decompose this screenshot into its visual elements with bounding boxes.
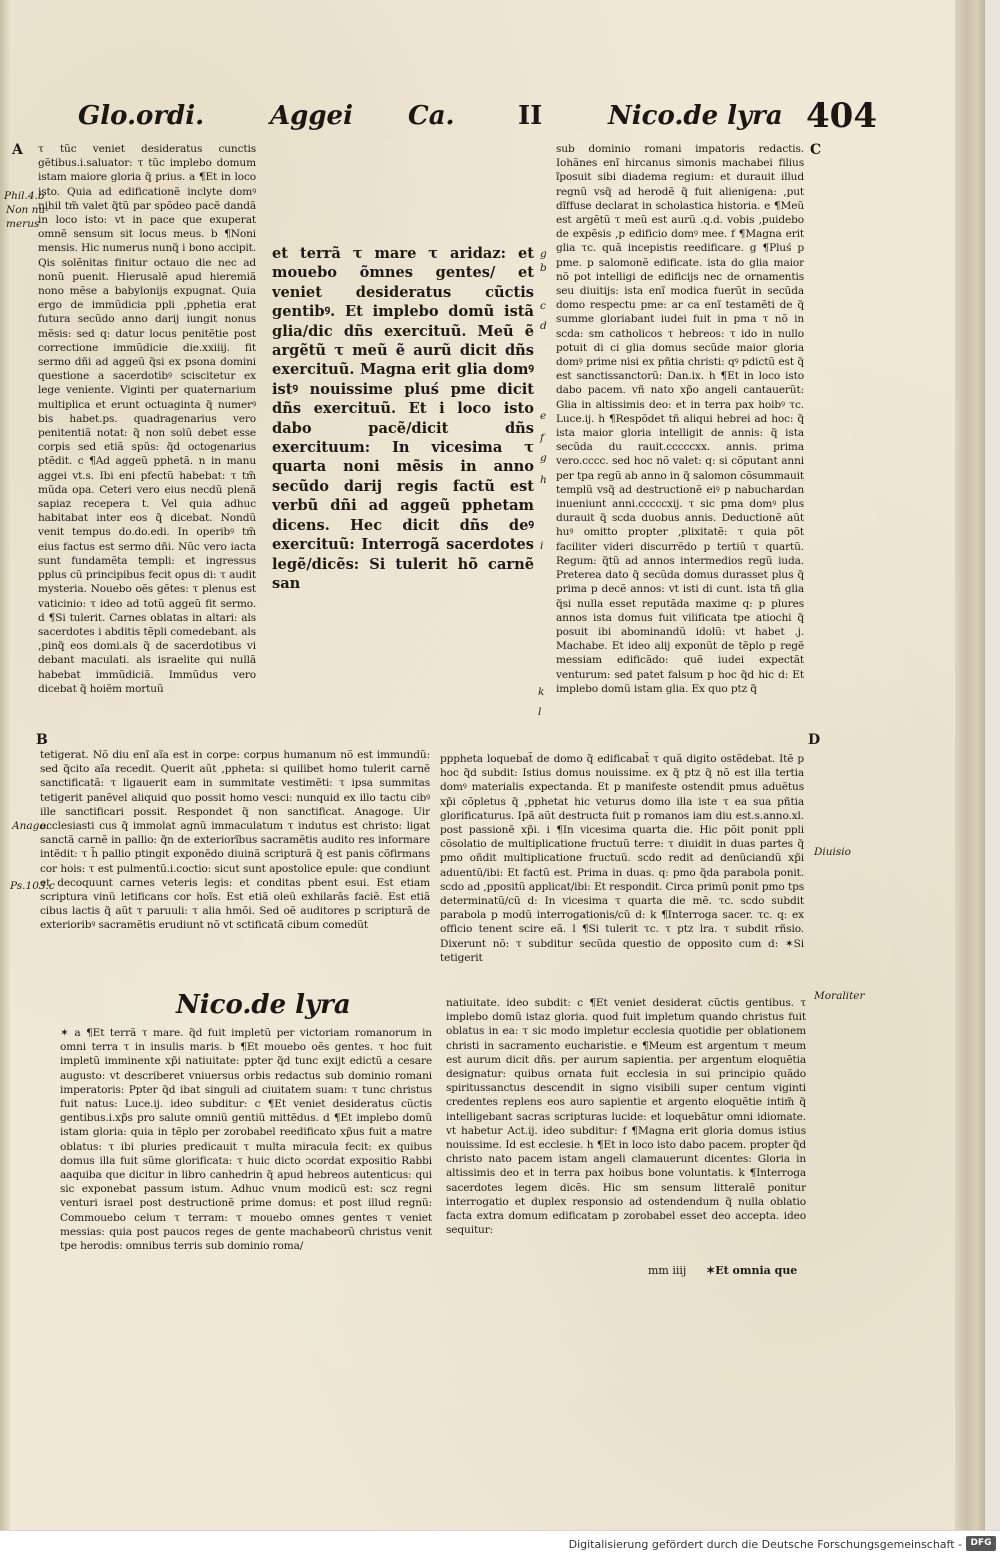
header-chapter-number: II [518,101,543,131]
header-lyra: Nico.de lyra [608,101,783,131]
margin-note-moraliter: Moraliter [814,990,865,1002]
lyra-column-right-middle [440,752,804,992]
lyra-column-right-bottom [446,996,806,1252]
glossa-column-left [38,142,256,748]
gloss-letter: f [540,432,544,444]
header-chapter-label: Ca. [408,101,455,131]
footer-credit: Digitalisierung gefördert durch die Deutsche Forschungsgemeinschaft - [568,1538,962,1551]
margin-letter-b: B [36,732,48,748]
lyra-column-right-top [556,142,804,748]
lyra-column-left-bottom [60,1026,432,1276]
gloss-letter: l [538,706,542,718]
margin-letter-c: C [810,142,822,158]
gloss-letter: e [540,410,547,422]
dfg-logo: DFG [966,1536,996,1551]
header-book: Aggei [270,101,353,131]
footer-bar [0,1530,1000,1558]
gloss-letter: k [538,686,545,698]
gloss-letter: c [540,300,546,312]
margin-ref-phil: Phil.4.b [4,190,45,202]
margin-note-merus: merus [6,218,40,230]
margin-note-anagoge: Anago. [12,820,49,832]
lyra-commentary-left: ✶ a ¶Et terrã τ mare. q̃d fuit impletũ per victoriam romanorum in omni terra τ in insulis maris. b ¶Et mouebo oẽs gentes. τ hoc fuit impletũ imminente xp̃i natiuitate: ppter q̃d tunc exijt edictũ a cesare augusto: vt describeret vniuersus orbis redactus sub dominio romani imperatoris: Ppter q̃d ibat singuli ad ciuitatem suam: τ tunc christus fuit natus: Luce.ij. ideo subditur: c ¶Et veniet desideratus cũctis gentibus.i.xp̃s pro salute omniũ gentiũ mittẽdus. d ¶Et implebo domũ istam gloria: quia in tẽplo per zorobabel reedificato xp̃us fuit a matre oblatus: τ ibi pluries predicauit τ multa miracula fecit: ex quibus domus illa fuit sũme glorificata: τ huic dicto ɔcordat expositio Rabbi aaquiba que dicitur in libro canhedrin q̃ apud hebreos autenticus: qui sic exponebat passum istum. Adhuc vnum modicũ est: scz regni venturi israel post destructionẽ prime domus: et post illud regnũ: Commouebo celum τ terram: τ mouebo omnes gentes τ veniet messias: quia post paucos reges de gente machabeorũ christus venit tpe herodis: omnibus terris sub dominio roma/ [60,1027,432,1253]
scripture-text [272,244,534,730]
margin-letter-a: A [12,142,23,158]
lyra-text: sub dominio romani impatoris redactis. Iohãnes enĩ hircanus simonis machabei filius ĩposuit sibi diadema regium: et durauit illud regnũ vsq̃ ad herodẽ q̃ fuit alienigena: ,put dĩffuse declarat in scholastica historia. e ¶Meũ est argẽtũ τ meũ est aurũ .q.d. vobis ,puidebo de expẽsis ,p edificio domꝰ mee. f ¶Magna erit glia τc. quã incepistis reedificare. g ¶Pluś p pme. p salomonẽ edificate. ista do glia maior nõ pot intelligi de edificijs nec de ornamentis seu diuitijs: ista enĩ modica fuerũt in secũda domo respectu pme: ar ca enĩ testamẽti de q̃ summe gloriabant iudei fuit in pma τ nõ in scda: sm catholicos τ hebreos: τ ido in nullo potuit di ci glia domus secũde maior gloria domꝰ prime nisi ex pñtia christi: qꝰ pdictũ est q̃ est sanctissanctorũ: Dan.ix. h ¶Et in loco isto dabo pacem. vñ nato xp̃o angeli cantauerũt: Glia in altissimis deo: et in terra pax hoibꝰ τc. Luce.ij. h ¶Respõdet tñ aliqui hebrei ad hoc: q̃ ista maior gloria intelligit de annis: q̃ ista secũda du rauit.cccccxx. annis. prima vero.cccc. sed hoc nõ valet: q: si cõputant anni per tpa regũ ab anno in q̃ salomon cõsummauit templũ vsq̃ ad destructionẽ eiꝰ p nabuchardan inueniunt anni.cccccxij. τ sic pma domꝰ plus durauit q̃ scda duobus annis. Deductionẽ aũt huꝰ omitto propter ,plixitatẽ: τ quia põt faciliter videri discurrẽdo p tertiũ τ quartũ. Regum: q̃tũ ad annos intermedios regũ iuda. Preterea dato q̃ secũda domus durasset plus q̃ prima p decẽ annos: vt isti di cunt. ista tñ glia q̃si nulla esset reputãda maxime q: p plures annos ista domus fuit vilificata tpe atiochi q̃ posuit ibi abominandũ idolũ: vt habet .j. Machabe. Et ideo alij exponũt de tẽplo p regẽ messiam edificãdo: quẽ iudei expectãt venturum: sed patet falsum p hoc q̃d hic d: Et implebo domũ istam glia. Ex quo ptz q̃ [556,143,804,695]
running-header [78,96,878,140]
folio-number: 404 [806,96,877,136]
lyra-text-continued: pppheta loquebat̃ de domo q̃ edificabat̃ τ quã digito ostẽdebat. Itẽ p hoc q̃d subdit: Istius domus nouissime. ex q̃ ptz q̃ nõ est illa tertia domꝰ materialis expectanda. Et p manifeste ostendit pmus aduẽtus xp̃i cõpletus q̃ ,pphetat hic veturus domo illa iste τ ea sua pñtia glorificaturus. Ipã aũt destructa fuit p romanos iam diu est.s.anno.xl. post passionẽ xp̃i. i ¶In vicesima quarta die. Hic põit ponit ppli cõsolatio de multiplicatione fructuũ terre: τ diuidit in duas partes q̃ pmo oñdit multiplicatione fructuũ. scdo redit ad denũciandũ xp̃i aduentũ/ibi: Et factũ est. Prima in duas. q: pmo q̃da parabola ponit. scdo ad ,ppositũ applicat/ibi: Et respondit. Circa primũ ponit pmo tps determinatũ/cũ d: In vicesima τ quarta die mẽ. τc. scdo subdit parabola p modũ interrogationis/cũ d: k ¶Interroga sacer. τc. q: ex officio tenent scire eã. l ¶Si tulerit τc. τ ptz lra. τ subdit rñsio. Dixerunt nõ: τ subditur secũda questio de opposito cum d: ✶Si tetigerit [440,753,804,964]
glossa-column-wide [40,748,430,998]
gloss-letter: g [540,452,547,464]
catchword: ✶Et omnia que [706,1264,798,1277]
margin-letter-d: D [808,732,821,748]
scripture-haggai: et terrã τ mare τ aridaz: et mouebo õmnes gentes/ et veniet desideratus cũctis gentibꝰ. Et implebo domũ istã glia/dic dñs exercituũ. Meũ ẽ argẽtũ τ meũ ẽ aurũ dicit dñs exercituũ. Magna erit glia domꝰ istꝰ nouissime pluś pme dicit dñs exercituũ. Et i loco isto dabo pacẽ/dicit dñs exercituum: In vicesima τ quarta noni mẽsis in anno secũdo darij regis factũ est verbũ dñi ad aggeũ pphetam dicens. Hec dicit dñs deꝰ exercituũ: Interrogã sacerdotes legẽ/dicẽs: Si tulerit hõ carnẽ san [272,245,534,592]
margin-ref-psalm: Ps.103.c [10,880,55,892]
header-glossa: Glo.ordi. [78,101,205,131]
margin-note-non-nu: Non nu- [6,204,49,216]
glossa-text-continued: tetigerat. Nõ diu enĩ aĩa est in corpe: corpus humanum nõ est immundũ: sed q̃cito aĩa recedit. Querit aũt ,ppheta: si quilibet homo tulerit carnẽ sanctificatã: τ ligauerit eam in summitate vestimẽti: τ ipsa summitas tetigerit panẽvel aliquid quo possit homo vesci: nunquid ex illo tactu cibꝰ ille sanctificari possit. Respondet q̃ non sanctificat. Anagoge. Uir ecclesiasti cus q̃ immolat agnũ immaculatum τ indutus est christo: ligat sanctã carnẽ in pallio: q̃n de exteriorĩbus sacramẽtis audito res informare intẽdit: τ h̃ pallio ptingit exponẽdo diuinã scripturã q̃ est panis cõfirmans cor hois: τ est pulmentũ.i.coctio: sicut sunt apostolice epule: que condiunt et decoquunt carnes veteris legis: et conditas pbent esui. Est etiam scriptura vinũ letificans cor hoĩs. Est etiã oleũ exhilarãs faciẽ. Est etiã cibus lactis q̃ aũt τ paruuli: τ alia hmõi. Sed oẽ auditores p scripturã de exterioribꝰ sacramẽtis erudiunt nõ vt sctificatã cibum comedũt [40,749,430,932]
gloss-letter: g [540,248,547,260]
lyra-section-title: Nico.de lyra [176,990,351,1020]
signature-mark: mm iiij [648,1264,687,1277]
glossa-text: τ tũc veniet desideratus cunctis gẽtibus.i.saluator: τ tũc implebo domum istam maiore gloria q̃ prius. a ¶Et in loco isto. Quia ad edificationẽ inclyte domꝰ nihil tm̃ valet q̃tũ par spõdeo pacẽ dandã in loco isto: vt in pace que exuperat omnẽ sensum sit locus meus. b ¶Noni mensis. Hic numerus nunq̃ i bono accipit. Qis solẽnitas finitur octauo die nec ad nonũ puenit. Hierusalẽ apud hieremiã nono mẽse a babylonijs expugnat. Quia ergo de immũdicia ppli ,pphetia erat futura secũdo anno darij iungit nonus mẽsis: sed q: datur locus penitẽtie post correctione immũdicie die.xxiiij. fit sermo dñi ad aggeũ q̃si ex psona domini questione a sacerdotibꝰ sciscitetur ex lege veniente. Viginti per quaternarium multiplica et erunt octuaginta q̃ numerꝰ bis habet.ps. quadragenarius vero penitentiã notat: q̃ non solũ debet esse corpis sed etiã spũs: q̃d octogenarius ptẽdit. c ¶Ad aggeũ pphetã. n in manu aggei vt.s. Ibi eni pfectũ habebat: τ tm̃ mũda opa. Ceteri vero eius necdũ plenã sapiaz recepera t. Vel quia adhuc habitabat inter eos q̃ dicebat. Nondũ venit tempus do.do.edi. In operibꝰ tm̃ eius factus est sermo dñi. Nũc vero iacta sunt fundamẽta templi: et ingressus pplus cũ principibus fecit opus di: τ audit mysteria. Nouebo oẽs gẽtes: τ plenus est vaticinio: τ ideo ad totũ aggeũ fit sermo. d ¶Si tulerit. Carnes oblatas in altari: als sacerdotes i abditis tẽpli comedebant. als ,pinq̃ eos domi.als q̃ de sacerdotibus vi debant maculati. als israelite qui nullã habebat immũdiciã. Immũdus vero dicebat q̃ hoiẽm mortuũ [38,143,256,695]
page-fore-edge [955,0,985,1530]
gloss-letter: h [540,474,547,486]
gloss-letter: b [540,262,547,274]
margin-note-divisio: Diuisio [814,846,851,858]
gloss-letter: i [540,540,544,552]
gloss-letter: d [540,320,547,332]
lyra-commentary-right: natiuitate. ideo subdit: c ¶Et veniet desiderat cũctis gentibus. τ implebo domũ istaz gloria. quod fuit impletum quando christus fuit oblatus in ea: τ sic modo impletur ecclesia quotidie per oblationem christi in sacramento eucharistie. e ¶Meum est argentum τ meum est aurum dicit dñs. per aurum sapientia. per argentum eloquẽtia designatur: quibus ornata fuit ecclesia in sui principio quãdo spiritussanctus descendit in signo visibili super centum viginti credentes replens eos auro sapientie et argento eloquẽtie intim̃ q̃ intelligebant sacras scripturas lucide: et loquebãtur omni idiomate. vt habetur Act.ij. ideo subditur: f ¶Magna erit gloria domus istius nouissime. Id est ecclesie. h ¶Et in loco isto dabo pacem. propter q̃d christo nato pacem istam angeli clamauerunt dicentes: Gloria in altissimis deo et in terra pax hoibus bone voluntatis. k ¶Interroga sacerdotes legem dicẽs. Hic sm sensum litteralẽ ponitur interrogatio et duplex responsio ad ostendendum q̃ nulla oblatio facta extra domum edificatam p zorobabel esset deo accepta. ideo sequitur: [446,997,806,1237]
